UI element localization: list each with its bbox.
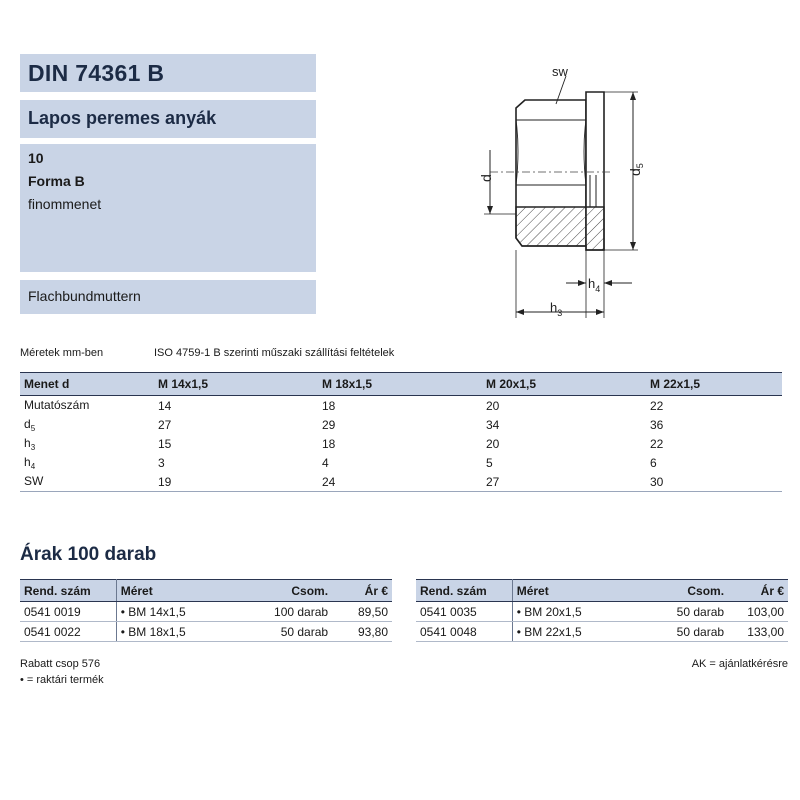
label-sw: sw — [552, 64, 568, 79]
col-order-number: Rend. szám — [20, 580, 116, 602]
col-m20: M 20x1,5 — [482, 373, 646, 396]
product-title: Lapos peremes anyák — [28, 108, 217, 128]
size: • BM 22x1,5 — [512, 622, 640, 642]
table-row — [20, 396, 782, 416]
price-table-left — [20, 579, 392, 642]
pack: 100 darab — [244, 602, 332, 622]
col-price: Ár € — [728, 580, 788, 602]
table-row — [20, 415, 782, 434]
spec-note: ISO 4759-1 B szerinti műszaki szállítási feltételek — [154, 347, 395, 359]
table-row — [20, 602, 392, 622]
table-row — [20, 453, 782, 472]
price: 93,80 — [332, 622, 392, 642]
table-row — [416, 602, 788, 622]
cell: 36 — [650, 417, 664, 432]
size: • BM 20x1,5 — [512, 602, 640, 622]
table-row — [20, 434, 782, 453]
pack: 50 darab — [640, 622, 728, 642]
cell: 20 — [486, 436, 500, 451]
flange-nut-drawing — [470, 60, 650, 322]
price: 89,50 — [332, 602, 392, 622]
row-label: SW — [20, 472, 154, 492]
dimensions-header-row — [20, 373, 782, 396]
price: 103,00 — [728, 602, 788, 622]
col-pack: Csom. — [640, 580, 728, 602]
size: • BM 18x1,5 — [116, 622, 244, 642]
cell: 18 — [322, 398, 336, 413]
table-row — [20, 622, 392, 642]
cell: 34 — [486, 417, 500, 432]
ak-note: AK = ajánlatkérésre — [691, 658, 788, 670]
cell: 29 — [322, 417, 336, 432]
table-row — [416, 622, 788, 642]
cell: 6 — [650, 455, 657, 470]
cell: 5 — [486, 455, 493, 470]
cell: 30 — [646, 472, 782, 492]
form-label: Forma B — [28, 173, 85, 189]
prices-title: Árak 100 darab — [20, 544, 157, 565]
units-note: Méretek mm-ben — [20, 347, 104, 359]
row-label: $h_4$ — [24, 454, 36, 471]
pack: 50 darab — [640, 602, 728, 622]
cell: 22 — [650, 398, 664, 413]
col-size: Méret — [512, 580, 640, 602]
col-order-number: Rend. szám — [416, 580, 512, 602]
pack: 50 darab — [244, 622, 332, 642]
col-size: Méret — [116, 580, 244, 602]
price: 133,00 — [728, 622, 788, 642]
cell: 20 — [486, 398, 500, 413]
price-header-row — [416, 580, 788, 602]
cell: 22 — [650, 436, 664, 451]
price-table-right — [416, 579, 788, 642]
order-number: 0541 0048 — [416, 622, 512, 642]
col-thread: Menet d — [20, 373, 154, 396]
col-pack: Csom. — [244, 580, 332, 602]
label-h3: $h_3$ — [550, 300, 563, 318]
table-row — [20, 472, 782, 492]
label-d5: $d_5$ — [627, 163, 645, 176]
cell: 4 — [322, 455, 329, 470]
col-m18: M 18x1,5 — [318, 373, 482, 396]
cell: 3 — [158, 455, 165, 470]
cell: 27 — [158, 417, 172, 432]
col-m22: M 22x1,5 — [646, 373, 782, 396]
stock-note: • = raktári termék — [20, 674, 104, 686]
row-label: Mutatószám — [24, 397, 90, 412]
row-label: $d_5$ — [24, 416, 36, 433]
cell: 19 — [154, 472, 318, 492]
price-header-row — [20, 580, 392, 602]
order-number: 0541 0019 — [20, 602, 116, 622]
cell: 14 — [158, 398, 172, 413]
cell: 27 — [482, 472, 646, 492]
order-number: 0541 0035 — [416, 602, 512, 622]
label-h4: $h_4$ — [588, 276, 601, 294]
col-m14: M 14x1,5 — [154, 373, 318, 396]
cell: 15 — [158, 436, 172, 451]
thread-type: finommenet — [28, 196, 102, 212]
dimensions-table — [20, 372, 782, 492]
col-price: Ár € — [332, 580, 392, 602]
rebate-group: Rabatt csop 576 — [20, 658, 101, 670]
german-name: Flachbundmuttern — [28, 288, 141, 304]
label-d: d — [478, 174, 494, 182]
cell: 24 — [318, 472, 482, 492]
size: • BM 14x1,5 — [116, 602, 244, 622]
standard-number: DIN 74361 B — [28, 60, 165, 86]
cell: 18 — [322, 436, 336, 451]
order-number: 0541 0022 — [20, 622, 116, 642]
catalog-number: 10 — [28, 150, 44, 166]
row-label: $h_3$ — [24, 435, 36, 452]
